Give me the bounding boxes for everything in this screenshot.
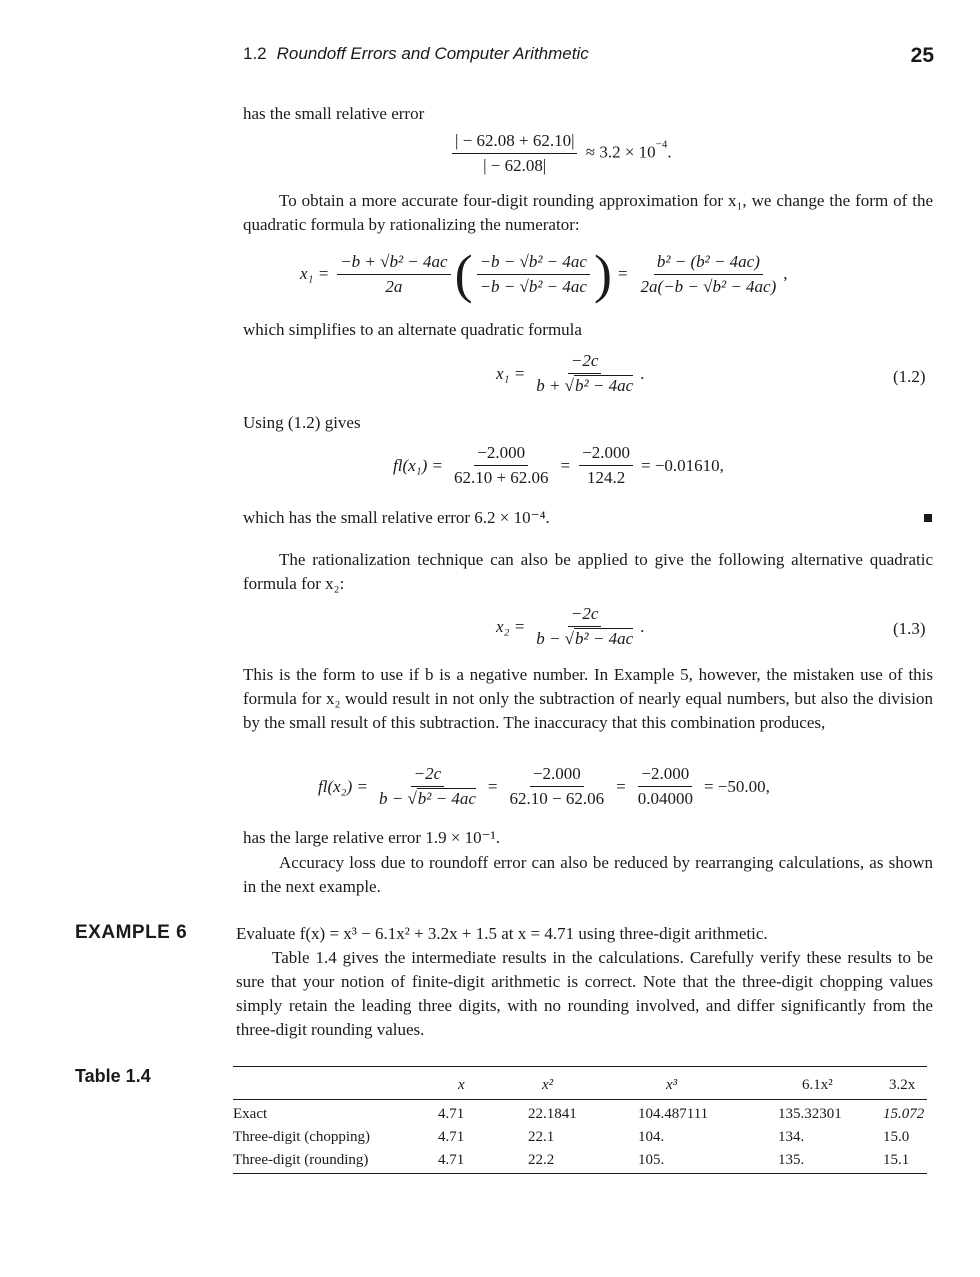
equation-rationalization [300,244,788,304]
header-cell: x² [542,1077,554,1093]
fl1-d2: 124.2 [586,468,626,487]
frac1-den: 2a [385,276,403,296]
table-top-rule [233,1066,927,1067]
eq-exponent: −4 [655,138,668,151]
eq-lhs: x₁ = [496,363,526,383]
eq-lhs: fl(x₂) = [318,776,368,796]
eq-den-b: b + [536,376,565,395]
cell: 22.2 [528,1152,555,1168]
section-number: 1.2 [243,44,267,63]
equation-1-2: x₁ = $\frac{-2c}{\text{b + √b² − 4ac}}$ . [496,351,645,395]
frac2-den: −b − √b² − 4ac [479,276,587,296]
table-row [233,1149,927,1172]
left-paren: ( [454,244,473,304]
eq-lhs: fl(x₁) = [393,455,443,475]
fl1-result: = −0.01610, [640,455,724,475]
eq-end: . [667,142,672,162]
paragraph-large-error: has the large relative error 1.9 × 10⁻¹. [243,828,501,847]
section-title: Roundoff Errors and Computer Arithmetic [276,44,589,63]
equation-relative-error-1 [448,131,672,176]
cell: 135. [778,1152,805,1168]
frac3-num: b² − (b² − 4ac) [654,252,763,275]
fl2-n3: −2.000 [638,764,692,787]
table-header-rule [233,1099,927,1100]
fl2-d3: 0.04000 [637,789,693,808]
table-1-4 [233,1074,927,1097]
cell: 4.71 [438,1129,465,1145]
eq-den-radicand: b² − 4ac [575,629,634,648]
cell: 15.072 [883,1106,925,1122]
paragraph-rationalization-technique: The rationalization technique can also be applied to give the following alternative quadratic formula for x₂: [243,550,933,593]
eq-lhs: x₁ = [300,264,330,283]
page-number: 25 [910,44,934,67]
equals-sign: = [616,776,626,796]
running-header [243,44,589,64]
equation-fl-x2: fl(x₂) = $\frac{-2c}{\text{b − √b² − 4ac}}$ = $\frac{-2.000}{62.10 - 62.06}$ = $\frac{-2.000}{0.04000}$ = −50.00, [318,764,770,808]
paragraph-using-1-2: Using (1.2) gives [243,413,361,432]
cell: 15.1 [883,1152,910,1168]
cell: 105. [638,1152,665,1168]
paragraph-rationalize: To obtain a more accurate four-digit rounding approximation for x₁, we change the form of the quadratic formula by rationalizing the numerator: [243,191,933,234]
eq-end: , [783,264,788,283]
fl1-n2: −2.000 [579,443,633,466]
table-body [233,1103,927,1172]
paragraph-relative-error-intro: has the small relative error [243,104,425,123]
table-label: Table 1.4 [75,1066,151,1086]
cell: 4.71 [438,1106,465,1122]
header-cell [233,1074,438,1097]
header-cell: x³ [666,1077,678,1093]
header-cell: 6.1x² [802,1077,833,1093]
table-bottom-rule [233,1173,927,1174]
frac2-num: −b − √b² − 4ac [477,252,590,275]
fl1-d1: 62.10 + 62.06 [453,468,549,487]
cell: 104. [638,1129,665,1145]
frac1-num: −b + √b² − 4ac [337,252,450,275]
cell: 22.1841 [528,1106,577,1122]
eq-denominator: | − 62.08| [483,156,547,175]
fl1-n1: −2.000 [474,443,528,466]
example-paragraph: Table 1.4 gives the intermediate results in the calculations. Carefully verify these results to be sure that your notion of finite-digit arithmetic is correct. Note that the three-digit chopping values simply retain the leading three digits, with no rounding involved, and differ significantly from the three-digit rounding values. [236,948,933,1039]
eq-end: . [640,616,645,636]
table-row [233,1126,927,1149]
equals-sign: = [617,264,628,283]
cell: 15.0 [883,1129,910,1145]
cell: 135.32301 [778,1106,842,1122]
paragraph-accuracy-loss: Accuracy loss due to roundoff error can also be reduced by rearranging calculations, as shown in the next example. [243,853,933,896]
eq-lhs: x₂ = [496,616,526,636]
frac3-den: 2a(−b − √b² − 4ac) [640,276,777,296]
equation-fl-x1 [393,443,724,488]
equals-sign: = [487,776,498,796]
fl2-n1: −2c [411,764,445,787]
table-row [233,1103,927,1126]
table-header-row [233,1074,927,1097]
cell: 4.71 [438,1152,465,1168]
eq-result: ≈ 3.2 × 10 [585,142,656,162]
row-label: Three-digit (rounding) [233,1152,369,1168]
example-label: EXAMPLE 6 [75,922,188,943]
fl2-n2: −2.000 [530,764,584,787]
header-cell: 3.2x [889,1077,916,1093]
equals-sign: = [560,455,571,475]
eq-numerator: | − 62.08 + 62.10| [452,131,577,154]
eq-den-radicand: b² − 4ac [575,376,634,395]
fl2-result: = −50.00, [703,776,770,796]
cell: 104.487111 [638,1106,709,1122]
paragraph-negative-b: This is the form to use if b is a negative number. In Example 5, however, the mistaken use of this formula for x₂ would result in not only the subtraction of nearly equal numbers, but also the division by the small result of this subtraction. The inaccuracy that this combination produces, [243,665,933,732]
example-line: Evaluate f(x) = x³ − 6.1x² + 3.2x + 1.5 at x = 4.71 using three-digit arithmetic. [236,924,768,943]
fl2-d1-radicand: b² − 4ac [417,789,476,808]
header-cell: x [458,1077,465,1093]
row-label: Exact [233,1106,268,1122]
equation-label-1-3: (1.3) [893,619,926,638]
eq-num: −2c [568,351,602,374]
fl2-d2: 62.10 − 62.06 [509,789,605,808]
row-label: Three-digit (chopping) [233,1129,371,1145]
equation-1-3: x₂ = $\frac{-2c}{\text{b − √b² − 4ac}}$ . [496,604,645,648]
fl2-d1-b: b − [378,789,408,808]
paragraph-simplifies: which simplifies to an alternate quadratic formula [243,320,582,339]
paragraph-small-error: which has the small relative error 6.2 × 10⁻⁴. [243,508,550,527]
cell: 134. [778,1129,805,1145]
end-of-example-mark [924,514,932,522]
eq-num: −2c [568,604,602,627]
eq-end: . [640,363,645,383]
equation-label-1-2: (1.2) [893,367,926,386]
right-paren: ) [593,244,612,304]
eq-den-b: b − [536,629,565,648]
cell: 22.1 [528,1129,555,1145]
